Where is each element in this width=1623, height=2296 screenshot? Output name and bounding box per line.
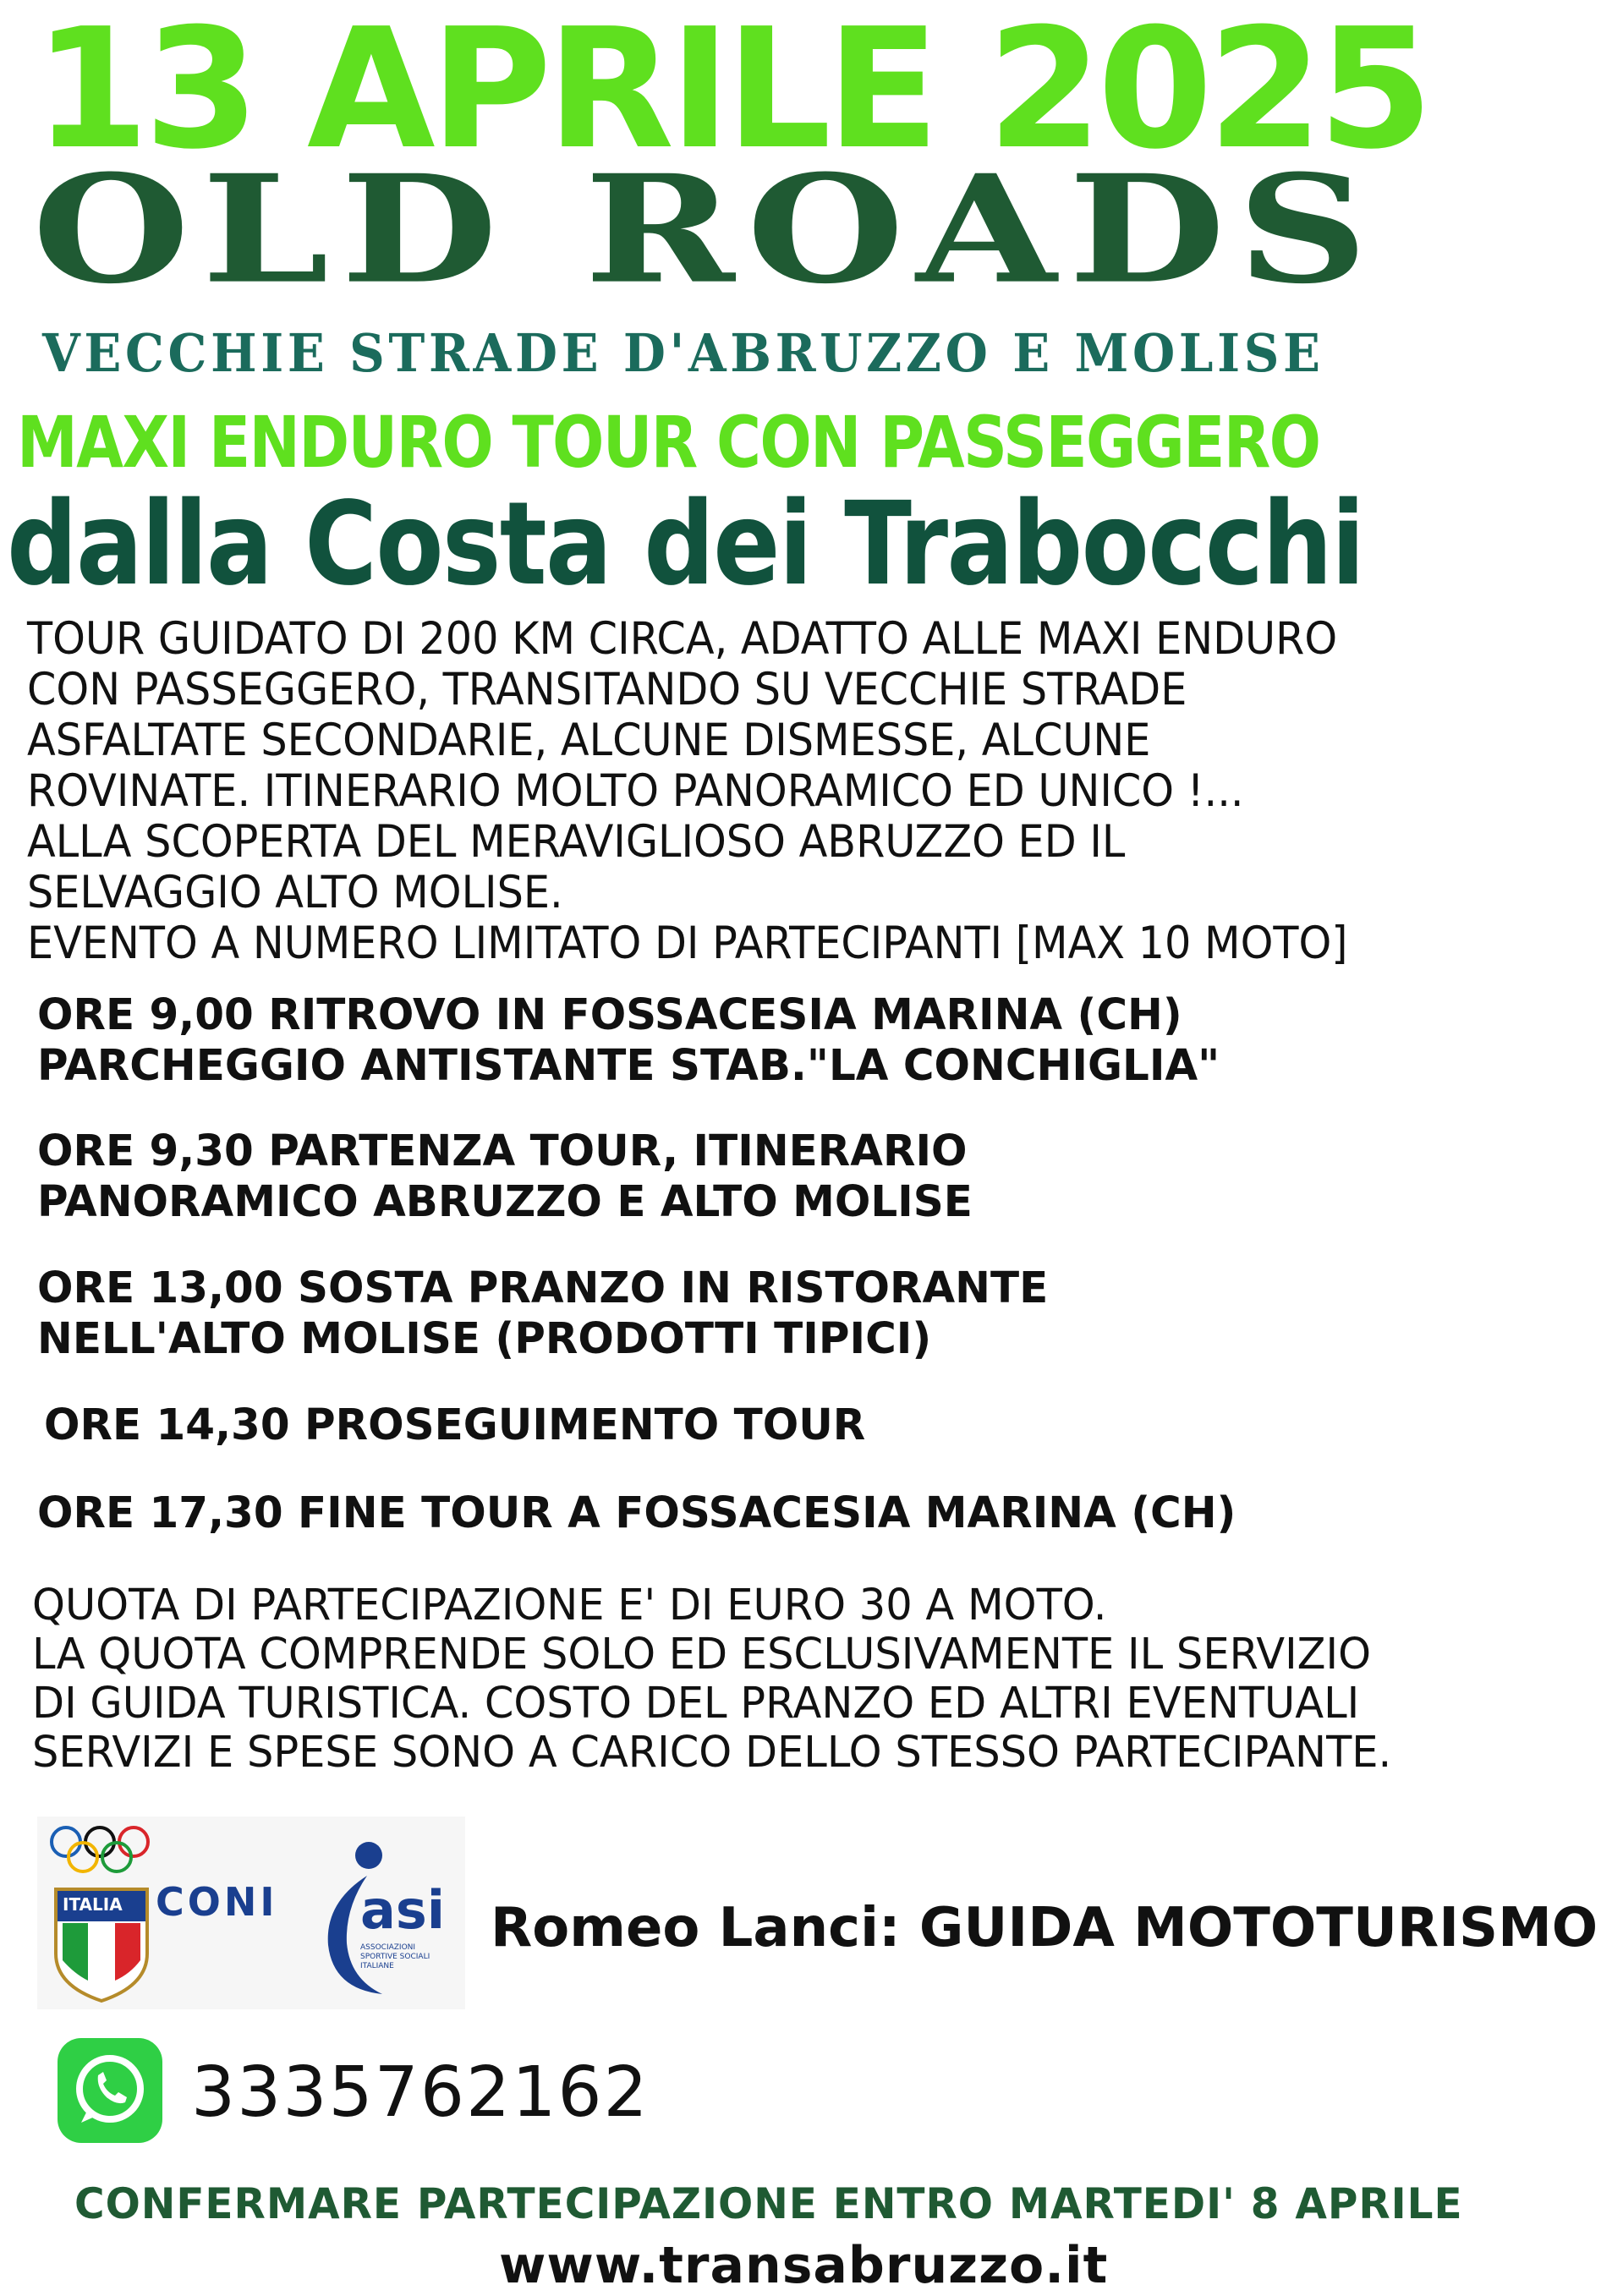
event-date: 13 APRILE 2025 [34, 0, 1428, 186]
description-line: EVENTO A NUMERO LIMITATO DI PARTECIPANTI [MAX 10 MOTO] [27, 918, 1348, 969]
tour-type-heading: MAXI ENDURO TOUR CON PASSEGGERO [17, 401, 1320, 484]
schedule-item [37, 990, 1220, 1092]
tour-origin-heading: dalla Costa dei Trabocchi [7, 478, 1364, 611]
participation-fee [32, 1581, 1391, 1778]
schedule-line: NELL'ALTO MOLISE (PRODOTTI TIPICI) [37, 1314, 932, 1364]
event-title: OLD ROADS [32, 142, 1380, 317]
italia-label: ITALIA [63, 1894, 123, 1915]
schedule-item [37, 1126, 973, 1228]
fee-line: LA QUOTA COMPRENDE SOLO ED ESCLUSIVAMENTE IL SERVIZIO [32, 1630, 1372, 1680]
description-line: TOUR GUIDATO DI 200 KM CIRCA, ADATTO ALLE MAXI ENDURO [27, 613, 1338, 665]
description-line: CON PASSEGGERO, TRANSITANDO SU VECCHIE STRADE [27, 664, 1187, 715]
tour-description [27, 614, 1348, 969]
schedule-line: PARCHEGGIO ANTISTANTE STAB."LA CONCHIGLIA" [37, 1041, 1220, 1091]
whatsapp-icon[interactable] [58, 2038, 162, 2143]
schedule-item [44, 1400, 865, 1451]
schedule-line: ORE 14,30 PROSEGUIMENTO TOUR [44, 1400, 866, 1450]
event-subtitle: VECCHIE STRADE D'ABRUZZO E MOLISE [42, 322, 1324, 384]
description-line: ROVINATE. ITINERARIO MOLTO PANORAMICO ED UNICO !... [27, 765, 1244, 817]
schedule-item [37, 1488, 1236, 1539]
website-link[interactable]: www.transabruzzo.it [499, 2236, 1109, 2295]
coni-label: CONI [156, 1879, 278, 1925]
schedule-line: ORE 9,00 RITROVO IN FOSSACESIA MARINA (CH) [37, 990, 1182, 1040]
description-line: ASFALTATE SECONDARIE, ALCUNE DISMESSE, ALCUNE [27, 715, 1151, 766]
whatsapp-glyph-icon [58, 2038, 162, 2143]
asi-label: asi [360, 1879, 445, 1941]
schedule-line: ORE 9,30 PARTENZA TOUR, ITINERARIO [37, 1126, 968, 1176]
fee-line: DI GUIDA TURISTICA. COSTO DEL PRANZO ED ALTRI EVENTUALI [32, 1679, 1360, 1729]
sponsor-logos [37, 1817, 465, 2009]
schedule-line: PANORAMICO ABRUZZO E ALTO MOLISE [37, 1177, 973, 1227]
description-line: SELVAGGIO ALTO MOLISE. [27, 867, 563, 918]
schedule-item [37, 1263, 1048, 1365]
phone-number[interactable]: 3335762162 [191, 2052, 650, 2133]
fee-line: SERVIZI E SPESE SONO A CARICO DELLO STESSO PARTECIPANTE. [32, 1728, 1392, 1778]
schedule-line: ORE 17,30 FINE TOUR A FOSSACESIA MARINA (CH) [37, 1488, 1236, 1538]
confirmation-deadline: CONFERMARE PARTECIPAZIONE ENTRO MARTEDI' 8 APRILE [74, 2179, 1463, 2228]
description-line: ALLA SCOPERTA DEL MERAVIGLIOSO ABRUZZO ED IL [27, 816, 1126, 868]
fee-line: QUOTA DI PARTECIPAZIONE E' DI EURO 30 A MOTO. [32, 1581, 1107, 1630]
asi-subtitle: ASSOCIAZIONI SPORTIVE SOCIALI ITALIANE [360, 1943, 430, 1970]
schedule-line: ORE 13,00 SOSTA PRANZO IN RISTORANTE [37, 1263, 1049, 1313]
olympic-rings-icon [47, 1823, 152, 1877]
guide-credit: Romeo Lanci: GUIDA MOTOTURISMO [491, 1897, 1598, 1959]
